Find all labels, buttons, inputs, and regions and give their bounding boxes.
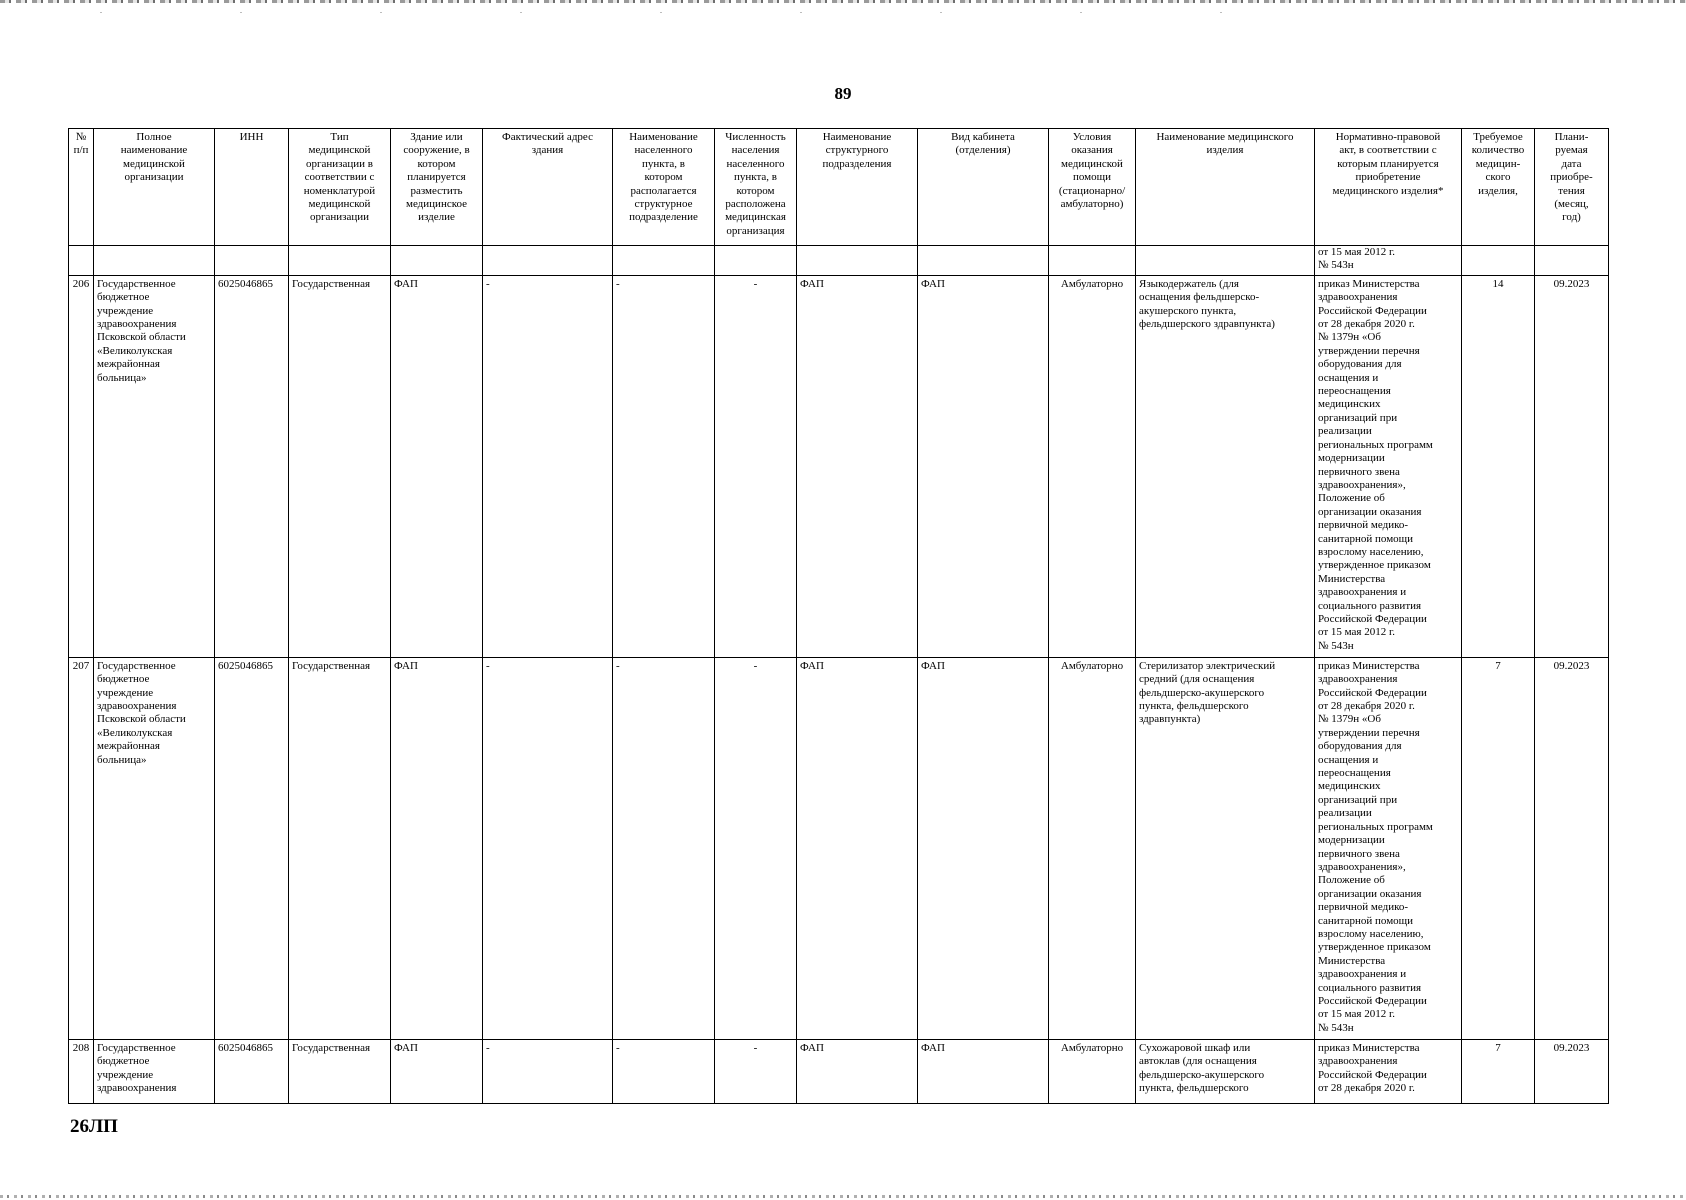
building: ФАП [391,275,483,657]
org-name: Государственное бюджетное учреждение здравоохранения Псковской области «Великолукская межрайонная больница» [94,275,215,657]
care-conditions: Амбулаторно [1049,275,1136,657]
table-cell [94,246,215,276]
header-cell-cabinet: Вид кабинета (отделения) [918,129,1049,246]
inn: 6025046865 [215,275,289,657]
table-cell [1535,246,1609,276]
table-cell [215,246,289,276]
population: - [715,1039,797,1103]
table-cell [1136,246,1315,276]
row-number: 206 [69,275,94,657]
table-cell [289,246,391,276]
device-name: Сухожаровой шкаф или автоклав (для оснащения фельдшерско-акушерского пункта, фельдшерского [1136,1039,1315,1103]
table-row [69,275,1609,657]
org-type: Государственная [289,1039,391,1103]
document-code: 26ЛП [70,1116,118,1137]
header-cell-number: № п/п [69,129,94,246]
care-conditions: Амбулаторно [1049,1039,1136,1103]
table-cell [613,246,715,276]
header-cell-address: Фактический адрес здания [483,129,613,246]
header-cell-date: Плани- руемая дата приобре- тения (месяц, год) [1535,129,1609,246]
address: - [483,275,613,657]
settlement: - [613,275,715,657]
header-cell-org-name: Полное наименование медицинской организации [94,129,215,246]
purchase-date: 09.2023 [1535,275,1609,657]
table-cell [69,246,94,276]
org-type: Государственная [289,657,391,1039]
quantity: 14 [1462,275,1535,657]
header-cell-conditions: Условия оказания медицинской помощи (стационарно/ амбулаторно) [1049,129,1136,246]
legal-act: приказ Министерства здравоохранения Российской Федерации от 28 декабря 2020 г. № 1379н «Об утверждении перечня оборудования для оснащения и переоснащения медицинских организаций при реализации региональных программ модернизации первичного звена здравоохранения», Положение об организации оказания первичной медико- санитарной помощи взрослому населению, утвержденное приказом Министерства здравоохранения и социального развития Российской Федерации от 15 мая 2012 г. № 543н [1315,275,1462,657]
page-number: 89 [834,84,852,103]
address: - [483,657,613,1039]
table-cell [483,246,613,276]
org-type: Государственная [289,275,391,657]
table-cell [715,246,797,276]
cabinet-type: ФАП [918,1039,1049,1103]
header-cell-inn: ИНН [215,129,289,246]
table-cell [1462,246,1535,276]
row-number: 207 [69,657,94,1039]
continuation-act-text: от 15 мая 2012 г. № 543н [1315,246,1462,276]
inn: 6025046865 [215,1039,289,1103]
legal-act: приказ Министерства здравоохранения Российской Федерации от 28 декабря 2020 г. [1315,1039,1462,1103]
population: - [715,275,797,657]
header-cell-building: Здание или сооружение, в котором планируется разместить медицинское изделие [391,129,483,246]
org-name: Государственное бюджетное учреждение здравоохранения [94,1039,215,1103]
header-cell-org-type: Тип медицинской организации в соответствии с номенклатурой медицинской организации [289,129,391,246]
settlement: - [613,1039,715,1103]
quantity: 7 [1462,1039,1535,1103]
population: - [715,657,797,1039]
building: ФАП [391,657,483,1039]
scan-edge-bottom [0,1195,1686,1198]
legal-act: приказ Министерства здравоохранения Российской Федерации от 28 декабря 2020 г. № 1379н «Об утверждении перечня оборудования для оснащения и переоснащения медицинских организаций при реализации региональных программ модернизации первичного звена здравоохранения», Положение об организации оказания первичной медико- санитарной помощи взрослому населению, утвержденное приказом Министерства здравоохранения и социального развития Российской Федерации от 15 мая 2012 г. № 543н [1315,657,1462,1039]
address: - [483,1039,613,1103]
org-name: Государственное бюджетное учреждение здравоохранения Псковской области «Великолукская межрайонная больница» [94,657,215,1039]
header-cell-unit: Наименование структурного подразделения [797,129,918,246]
structural-unit: ФАП [797,657,918,1039]
structural-unit: ФАП [797,1039,918,1103]
header-cell-quantity: Требуемое количество медицин- ского изделия, [1462,129,1535,246]
device-name: Стерилизатор электрический средний (для оснащения фельдшерско-акушерского пункта, фельдшерского здравпункта) [1136,657,1315,1039]
table-cell [1049,246,1136,276]
table-cell [918,246,1049,276]
quantity: 7 [1462,657,1535,1039]
row-number: 208 [69,1039,94,1103]
building: ФАП [391,1039,483,1103]
continuation-row [69,246,1609,276]
table-cell [797,246,918,276]
table-row [69,1039,1609,1103]
table-cell [391,246,483,276]
device-name: Языкодержатель (для оснащения фельдшерско- акушерского пункта, фельдшерского здравпункта) [1136,275,1315,657]
table-header-row [69,129,1609,246]
structural-unit: ФАП [797,275,918,657]
cabinet-type: ФАП [918,657,1049,1039]
scan-artifact-top [100,12,1300,13]
header-cell-legal-act: Нормативно-правовой акт, в соответствии с которым планируется приобретение медицинского изделия* [1315,129,1462,246]
settlement: - [613,657,715,1039]
care-conditions: Амбулаторно [1049,657,1136,1039]
cabinet-type: ФАП [918,275,1049,657]
purchase-date: 09.2023 [1535,1039,1609,1103]
header-cell-device: Наименование медицинского изделия [1136,129,1315,246]
header-cell-settlement: Наименование населенного пункта, в котором располагается структурное подразделение [613,129,715,246]
table-row [69,657,1609,1039]
header-cell-population: Численность населения населенного пункта, в котором расположена медицинская организация [715,129,797,246]
inn: 6025046865 [215,657,289,1039]
equipment-table [68,128,1609,1104]
scan-edge-top [0,0,1686,3]
purchase-date: 09.2023 [1535,657,1609,1039]
